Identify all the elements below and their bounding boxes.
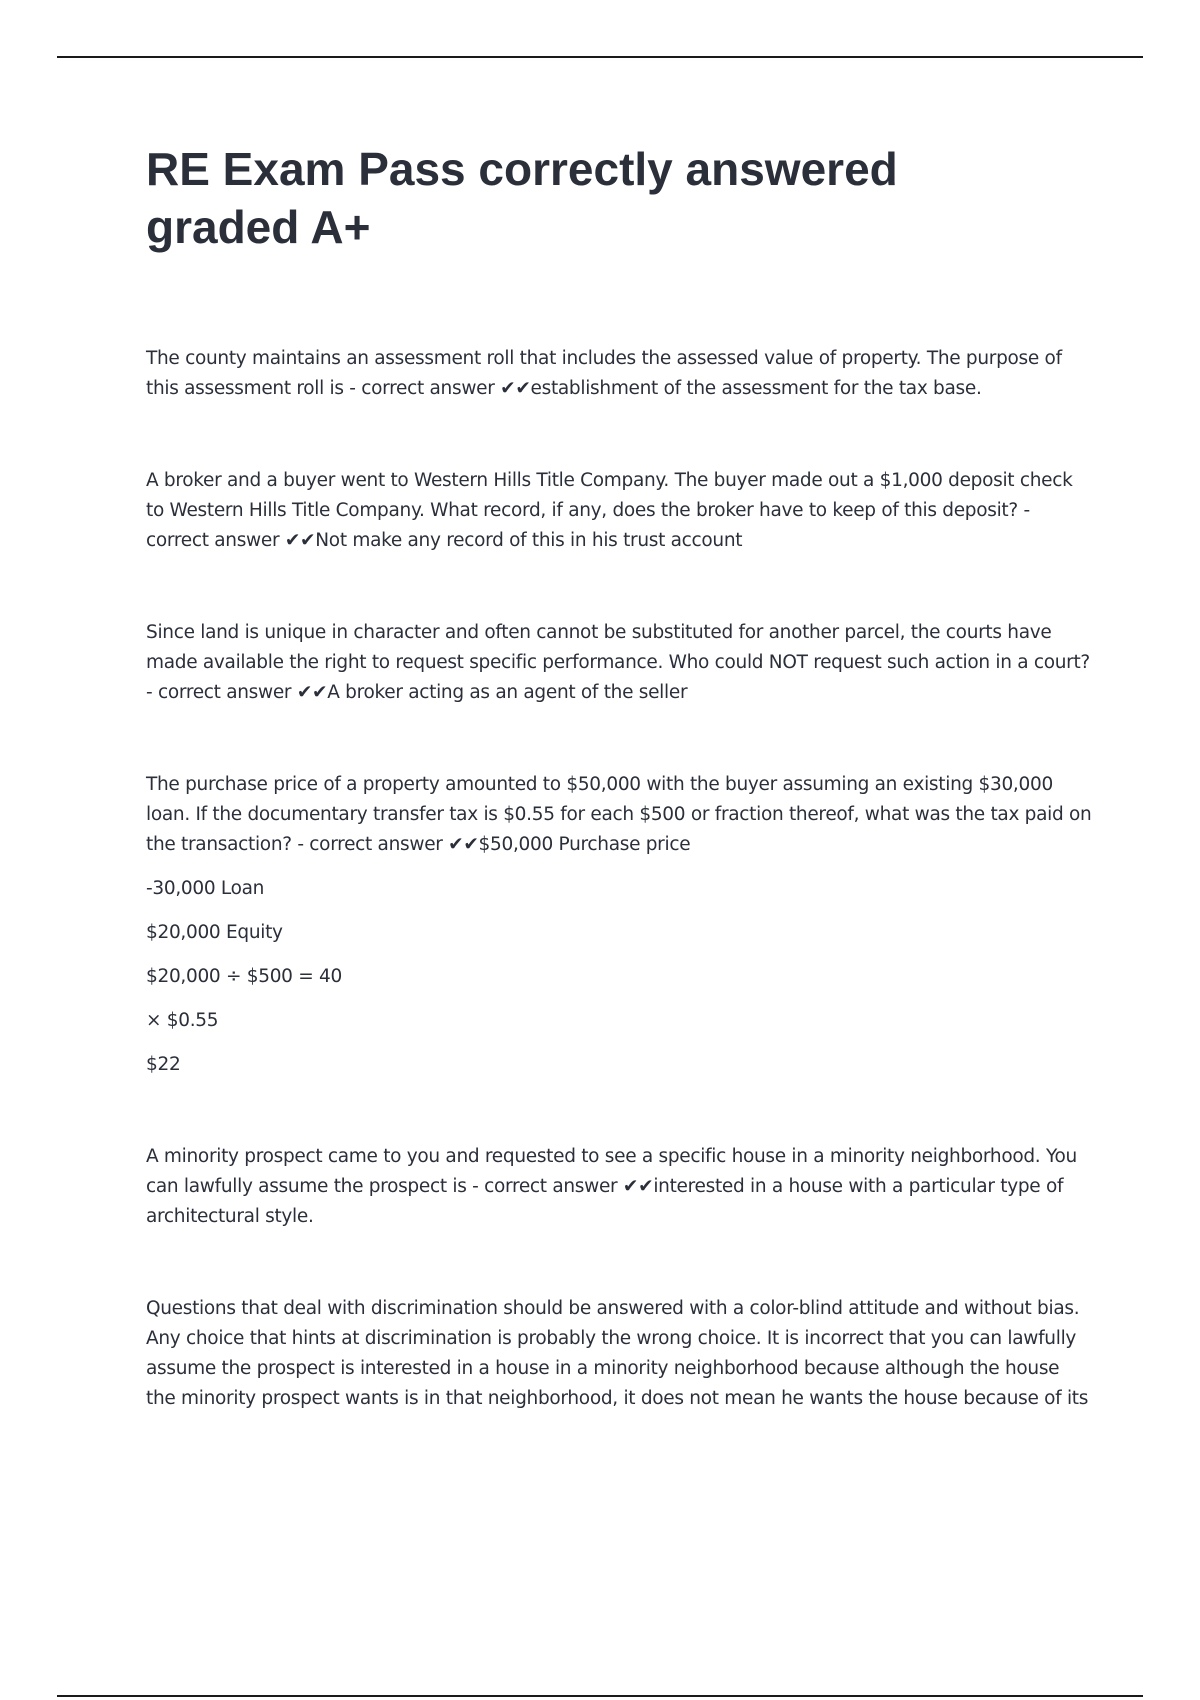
calc-line-loan: -30,000 Loan	[146, 878, 265, 899]
calc-line-division: $20,000 ÷ $500 = 40	[146, 966, 342, 987]
qa-item-4	[146, 770, 1092, 1080]
qa-list	[146, 344, 1092, 1414]
qa-item-5	[146, 1142, 1092, 1232]
qa-item-1	[146, 344, 1092, 404]
header-rule	[57, 56, 1143, 58]
document-title: RE Exam Pass correctly answered graded A+	[146, 143, 898, 253]
document-page	[146, 140, 1092, 1414]
qa-text: Since land is unique in character and often cannot be substituted for another parcel, the courts have made available the right to request specific performance. Who could NOT request such action in a court? - correct answer ✔✔A broker acting as an agent of the seller	[146, 622, 1090, 703]
qa-text: The purchase price of a property amounted to $50,000 with the buyer assuming an existing $30,000 loan. If the documentary transfer tax is $0.55 for each $500 or fraction thereof, what was the tax paid on the transaction? - correct answer ✔✔$50,000 Purchase price	[146, 774, 1092, 855]
calc-line-total: $22	[146, 1054, 181, 1075]
calc-line-equity: $20,000 Equity	[146, 922, 283, 943]
calc-line-rate: × $0.55	[146, 1010, 219, 1031]
qa-text: A broker and a buyer went to Western Hills Title Company. The buyer made out a $1,000 deposit check to Western Hills Title Company. What record, if any, does the broker have to keep of this deposit? - correct answer ✔✔Not make any record of this in his trust account	[146, 470, 1073, 551]
qa-item-3	[146, 618, 1092, 708]
qa-text: The county maintains an assessment roll that includes the assessed value of property. The purpose of this assessment roll is - correct answer ✔✔establishment of the assessment for the tax base.	[146, 348, 1062, 399]
explanation-paragraph	[146, 1294, 1092, 1414]
qa-text: Questions that deal with discrimination should be answered with a color-blind attitude and without bias. Any choice that hints at discrimination is probably the wrong choice. It is incorrect that you can lawfully assume the prospect is interested in a house in a minority neighborhood because although the house the minority prospect wants is in that neighborhood, it does not mean he wants the house because of its	[146, 1298, 1089, 1409]
qa-text: A minority prospect came to you and requested to see a specific house in a minority neighborhood. You can lawfully assume the prospect is - correct answer ✔✔interested in a house with a particular type of architectural style.	[146, 1146, 1077, 1227]
footer-rule	[57, 1695, 1143, 1697]
qa-item-2	[146, 466, 1092, 556]
